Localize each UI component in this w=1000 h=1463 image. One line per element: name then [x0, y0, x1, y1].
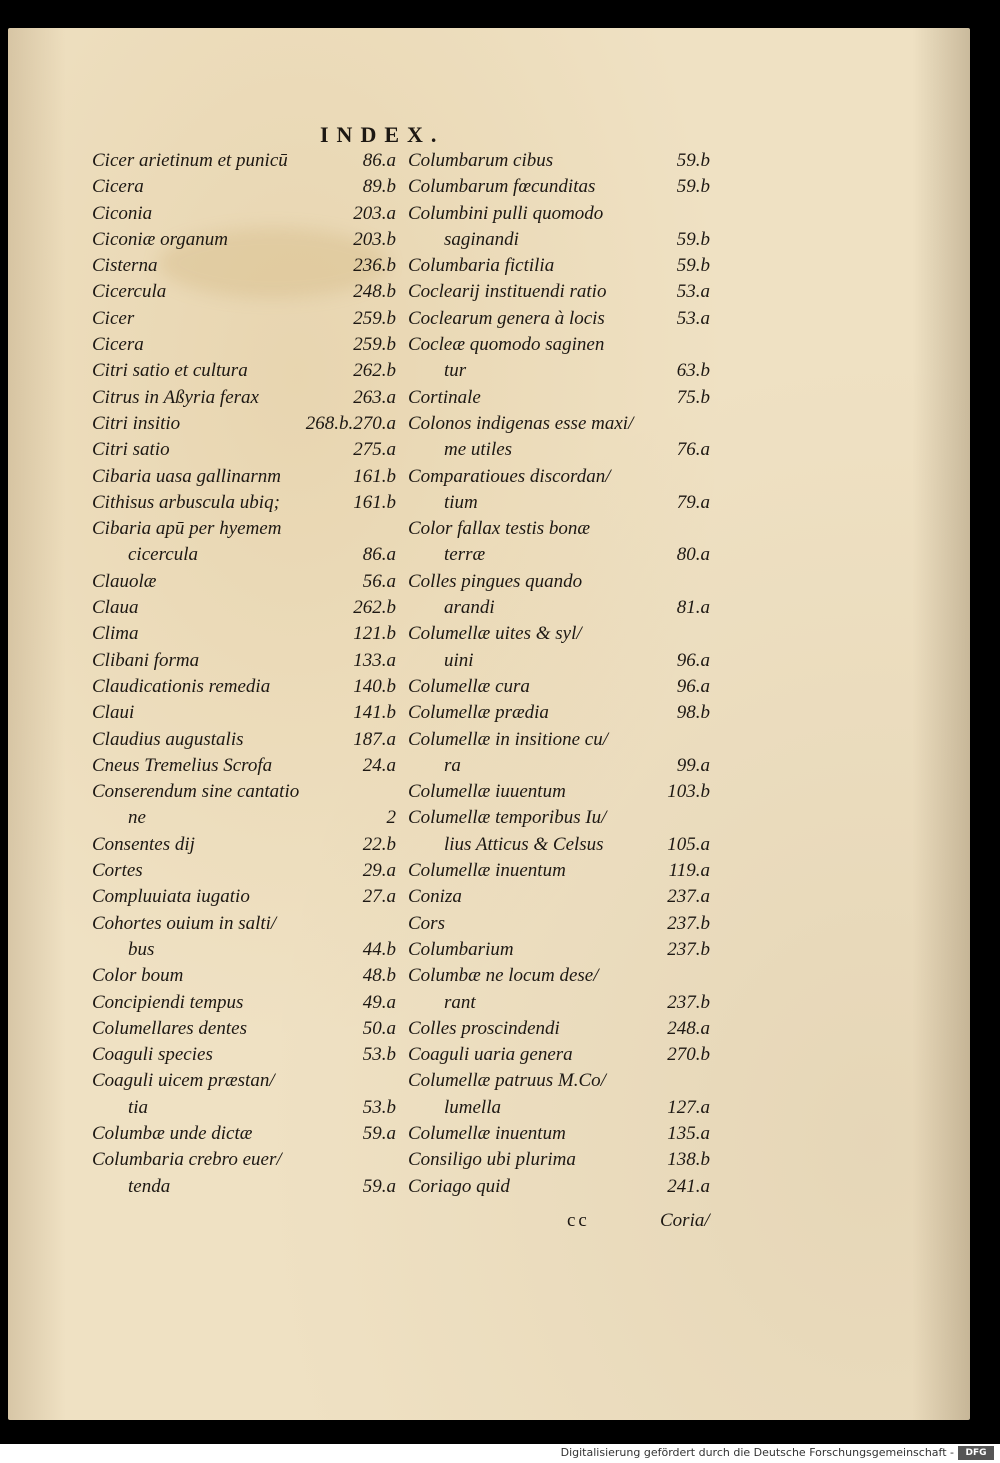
index-entry	[92, 332, 410, 358]
index-entry	[408, 858, 724, 884]
index-entry	[408, 516, 724, 542]
index-entry	[92, 911, 410, 937]
index-ref: 49.a	[362, 991, 396, 1013]
index-ref: 275.a	[353, 439, 396, 461]
index-entry	[92, 174, 410, 200]
index-entry	[408, 700, 724, 726]
index-term: Columellæ cura	[408, 675, 530, 697]
index-ref: 236.b	[353, 255, 396, 277]
index-entry	[408, 1016, 724, 1042]
index-term: Cicera	[92, 334, 144, 356]
index-term: Columbini pulli quomodo	[408, 202, 604, 224]
index-term: Cibaria uasa gallinarnm	[92, 465, 281, 487]
index-entry	[408, 1095, 724, 1121]
index-entry	[92, 884, 410, 910]
index-ref: 99.a	[676, 754, 710, 776]
index-entry	[92, 569, 410, 595]
index-term: Columbarum cibus	[408, 150, 554, 171]
index-term: Clauolæ	[92, 570, 157, 592]
index-entry	[408, 753, 724, 779]
index-term: Citri satio et cultura	[92, 360, 248, 382]
index-entry	[408, 805, 724, 831]
index-entry	[408, 727, 724, 753]
index-entry	[92, 832, 410, 858]
index-entry	[408, 990, 724, 1016]
index-ref: 29.a	[362, 860, 396, 882]
index-term: Cisterna	[92, 255, 158, 277]
index-entry	[92, 1042, 410, 1068]
index-ref: 59.b	[676, 176, 710, 198]
index-term: Citri insitio	[92, 412, 181, 434]
index-entry	[408, 1121, 724, 1147]
index-term: Claua	[92, 597, 139, 619]
index-entry	[92, 1068, 410, 1094]
index-ref: 203.a	[353, 202, 396, 224]
index-term: Claudicationis remedia	[92, 675, 271, 697]
index-entry	[92, 411, 410, 437]
index-ref: 24.a	[362, 754, 396, 776]
index-term: ra	[444, 754, 461, 776]
index-entry	[408, 464, 724, 490]
catchword: Coria/	[660, 1210, 710, 1231]
index-entry	[92, 937, 410, 963]
index-ref: 241.a	[667, 1175, 710, 1197]
index-ref: 141.b	[353, 702, 396, 724]
index-term: Coaguli species	[92, 1044, 213, 1066]
index-term: Columellæ prædia	[408, 702, 549, 724]
index-term: Claui	[92, 702, 135, 724]
index-entry	[408, 437, 724, 463]
index-ref: 248.b	[353, 281, 396, 303]
index-term: Color fallax testis bonæ	[408, 518, 591, 540]
index-term: Columbaria crebro euer/	[92, 1149, 282, 1171]
index-term: Columbaria fictilia	[408, 255, 555, 277]
index-term: Clibani forma	[92, 649, 200, 671]
index-entry	[92, 779, 410, 805]
index-ref: 59.b	[676, 255, 710, 277]
index-term: Ciconia	[92, 202, 153, 224]
footer-bar	[0, 1444, 1000, 1463]
index-term: ne	[128, 807, 146, 829]
index-ref: 53.a	[676, 281, 710, 303]
index-term: Cicercula	[92, 281, 167, 303]
index-ref: 81.a	[676, 597, 710, 619]
index-entry	[92, 753, 410, 779]
index-ref: 80.a	[676, 544, 710, 566]
index-ref: 135.a	[667, 1122, 710, 1144]
index-entry	[408, 569, 724, 595]
index-ref: 86.a	[362, 150, 396, 171]
index-ref: 96.a	[676, 649, 710, 671]
page-header: INDEX.	[320, 122, 445, 147]
index-term: Cocleæ quomodo saginen	[408, 334, 605, 356]
index-entry	[408, 306, 724, 332]
index-ref: 53.b	[362, 1044, 396, 1066]
index-entry	[92, 700, 410, 726]
signature-mark: cc	[567, 1210, 590, 1231]
index-term: tur	[444, 360, 467, 382]
index-entry	[408, 1147, 724, 1173]
index-term: Columellares dentes	[92, 1017, 247, 1039]
index-ref: 56.a	[362, 570, 396, 592]
index-entry	[92, 1147, 410, 1173]
index-term: Clima	[92, 623, 139, 645]
index-ref: 76.a	[676, 439, 710, 461]
index-ref: 59.b	[676, 228, 710, 250]
index-column-right	[408, 148, 724, 1200]
index-entry	[408, 490, 724, 516]
index-entry	[92, 464, 410, 490]
index-term: me utiles	[444, 439, 513, 461]
index-ref: 161.b	[353, 491, 396, 513]
index-term: Columellæ iuuentum	[408, 781, 566, 803]
index-entry	[92, 516, 410, 542]
index-ref: 119.a	[668, 860, 710, 882]
index-term: tia	[128, 1096, 149, 1118]
index-ref: 187.a	[353, 728, 396, 750]
index-ref: 27.a	[362, 886, 396, 908]
index-term: Cortinale	[408, 386, 481, 408]
index-entry	[92, 1174, 410, 1200]
index-ref: 53.b	[362, 1096, 396, 1118]
index-entry	[408, 253, 724, 279]
index-ref: 263.a	[353, 386, 396, 408]
index-term: Coclearum genera à locis	[408, 307, 605, 329]
index-entry	[92, 621, 410, 647]
index-ref: 140.b	[353, 675, 396, 697]
index-term: Consentes dij	[92, 833, 195, 855]
index-term: tenda	[128, 1175, 171, 1197]
index-term: Colles proscindendi	[408, 1017, 560, 1039]
index-term: Colles pingues quando	[408, 570, 583, 592]
index-ref: 138.b	[667, 1149, 710, 1171]
index-term: bus	[128, 938, 155, 960]
index-term: Cicera	[92, 176, 144, 198]
index-ref: 59.b	[676, 150, 710, 171]
index-term: Coaguli uicem præstan/	[92, 1070, 275, 1092]
index-term: Coriago quid	[408, 1175, 510, 1197]
index-entry	[92, 963, 410, 989]
index-ref: 259.b	[353, 307, 396, 329]
index-ref: 79.a	[676, 491, 710, 513]
index-entry	[408, 595, 724, 621]
index-entry	[408, 937, 724, 963]
index-entry	[92, 358, 410, 384]
index-term: Columbarum fœcunditas	[408, 176, 596, 198]
index-term: Consiligo ubi plurima	[408, 1149, 576, 1171]
index-term: Concipiendi tempus	[92, 991, 244, 1013]
index-term: Columellæ patruus M.Co/	[408, 1070, 606, 1092]
index-entry	[408, 779, 724, 805]
index-entry	[92, 727, 410, 753]
index-term: terræ	[444, 544, 486, 566]
index-term: Columellæ inuentum	[408, 1122, 566, 1144]
index-term: Columellæ temporibus Iu/	[408, 807, 607, 829]
index-ref: 262.b	[353, 597, 396, 619]
index-entry	[408, 884, 724, 910]
index-term: Compluuiata iugatio	[92, 886, 250, 908]
index-entry	[408, 279, 724, 305]
index-entry	[92, 542, 410, 568]
index-entry	[92, 385, 410, 411]
index-term: arandi	[444, 597, 495, 619]
index-entry	[92, 990, 410, 1016]
index-term: cicercula	[128, 544, 198, 566]
index-entry	[408, 911, 724, 937]
index-ref: 237.b	[667, 912, 710, 934]
index-term: Conserendum sine cantatio	[92, 781, 300, 803]
index-ref: 86.a	[362, 544, 396, 566]
index-term: tium	[444, 491, 478, 513]
index-entry	[408, 1174, 724, 1200]
index-term: Cicer	[92, 307, 135, 329]
index-term: Ciconiæ organum	[92, 228, 228, 250]
index-entry	[92, 648, 410, 674]
index-term: Colonos indigenas esse maxi/	[408, 412, 634, 434]
index-ref: 2	[386, 807, 396, 829]
index-ref: 270.b	[667, 1044, 710, 1066]
footer-credit: Digitalisierung gefördert durch die Deutsche Forschungsgemeinschaft -	[560, 1446, 954, 1459]
index-term: lumella	[444, 1096, 501, 1118]
index-term: Cicer arietinum et punicū	[92, 150, 288, 171]
index-entry	[92, 148, 410, 174]
index-entry	[92, 1016, 410, 1042]
index-entry	[92, 279, 410, 305]
index-term: Coniza	[408, 886, 462, 908]
index-entry	[408, 227, 724, 253]
index-ref: 89.b	[362, 176, 396, 198]
index-term: Cohortes ouium in salti/	[92, 912, 277, 934]
index-column-left	[92, 148, 410, 1200]
index-entry	[408, 358, 724, 384]
index-ref: 22.b	[362, 833, 396, 855]
index-ref: 161.b	[353, 465, 396, 487]
index-term: lius Atticus & Celsus	[444, 833, 604, 855]
index-ref: 127.a	[667, 1096, 710, 1118]
index-entry	[408, 1068, 724, 1094]
index-ref: 96.a	[676, 675, 710, 697]
index-ref: 53.a	[676, 307, 710, 329]
index-term: Cibaria apū per hyemem	[92, 518, 282, 540]
index-entry	[92, 201, 410, 227]
index-entry	[92, 1095, 410, 1121]
index-ref: 121.b	[353, 623, 396, 645]
index-entry	[408, 148, 724, 174]
index-ref: 262.b	[353, 360, 396, 382]
index-term: Columellæ inuentum	[408, 860, 566, 882]
index-term: Comparatioues discordan/	[408, 465, 611, 487]
index-ref: 103.b	[667, 781, 710, 803]
index-term: Cithisus arbuscula ubiq;	[92, 491, 280, 513]
index-term: Coaguli uaria genera	[408, 1044, 573, 1066]
index-entry	[408, 621, 724, 647]
index-term: Color boum	[92, 965, 184, 987]
index-ref: 133.a	[353, 649, 396, 671]
index-ref: 268.b.270.a	[305, 412, 396, 434]
index-term: Columellæ in insitione cu/	[408, 728, 609, 750]
index-entry	[92, 306, 410, 332]
index-term: Columbæ unde dictæ	[92, 1122, 253, 1144]
index-term: saginandi	[444, 228, 519, 250]
index-ref: 105.a	[667, 833, 710, 855]
index-ref: 237.a	[667, 886, 710, 908]
index-term: Cortes	[92, 860, 143, 882]
index-entry	[408, 201, 724, 227]
index-term: Columellæ uites & syl/	[408, 623, 582, 645]
index-term: Citrus in Aßyria ferax	[92, 386, 259, 408]
index-term: Cors	[408, 912, 445, 934]
index-entry	[92, 674, 410, 700]
index-ref: 50.a	[362, 1017, 396, 1039]
index-entry	[408, 385, 724, 411]
index-ref: 59.a	[362, 1122, 396, 1144]
index-term: uini	[444, 649, 474, 671]
index-term: Claudius augustalis	[92, 728, 244, 750]
index-ref: 75.b	[676, 386, 710, 408]
index-term: Columbæ ne locum dese/	[408, 965, 599, 987]
index-ref: 237.b	[667, 991, 710, 1013]
index-ref: 48.b	[362, 965, 396, 987]
index-entry	[92, 1121, 410, 1147]
dfg-logo-icon: DFG	[958, 1446, 994, 1460]
index-ref: 248.a	[667, 1017, 710, 1039]
index-entry	[408, 963, 724, 989]
index-ref: 59.a	[362, 1175, 396, 1197]
index-term: Citri satio	[92, 439, 170, 461]
index-term: Columbarium	[408, 938, 514, 960]
index-entry	[92, 858, 410, 884]
index-entry	[408, 411, 724, 437]
index-entry	[408, 648, 724, 674]
index-entry	[408, 1042, 724, 1068]
index-term: Coclearij instituendi ratio	[408, 281, 607, 303]
index-entry	[92, 490, 410, 516]
index-entry	[408, 332, 724, 358]
index-entry	[92, 227, 410, 253]
index-entry	[408, 542, 724, 568]
index-term: rant	[444, 991, 476, 1013]
index-entry	[92, 805, 410, 831]
index-entry	[408, 674, 724, 700]
index-entry	[408, 832, 724, 858]
index-ref: 98.b	[676, 702, 710, 724]
index-ref: 44.b	[362, 938, 396, 960]
index-ref: 63.b	[676, 360, 710, 382]
index-entry	[92, 437, 410, 463]
index-entry	[92, 595, 410, 621]
index-ref: 259.b	[353, 334, 396, 356]
index-ref: 237.b	[667, 938, 710, 960]
index-entry	[408, 174, 724, 200]
index-term: Cneus Tremelius Scrofa	[92, 754, 273, 776]
index-entry	[92, 253, 410, 279]
index-ref: 203.b	[353, 228, 396, 250]
